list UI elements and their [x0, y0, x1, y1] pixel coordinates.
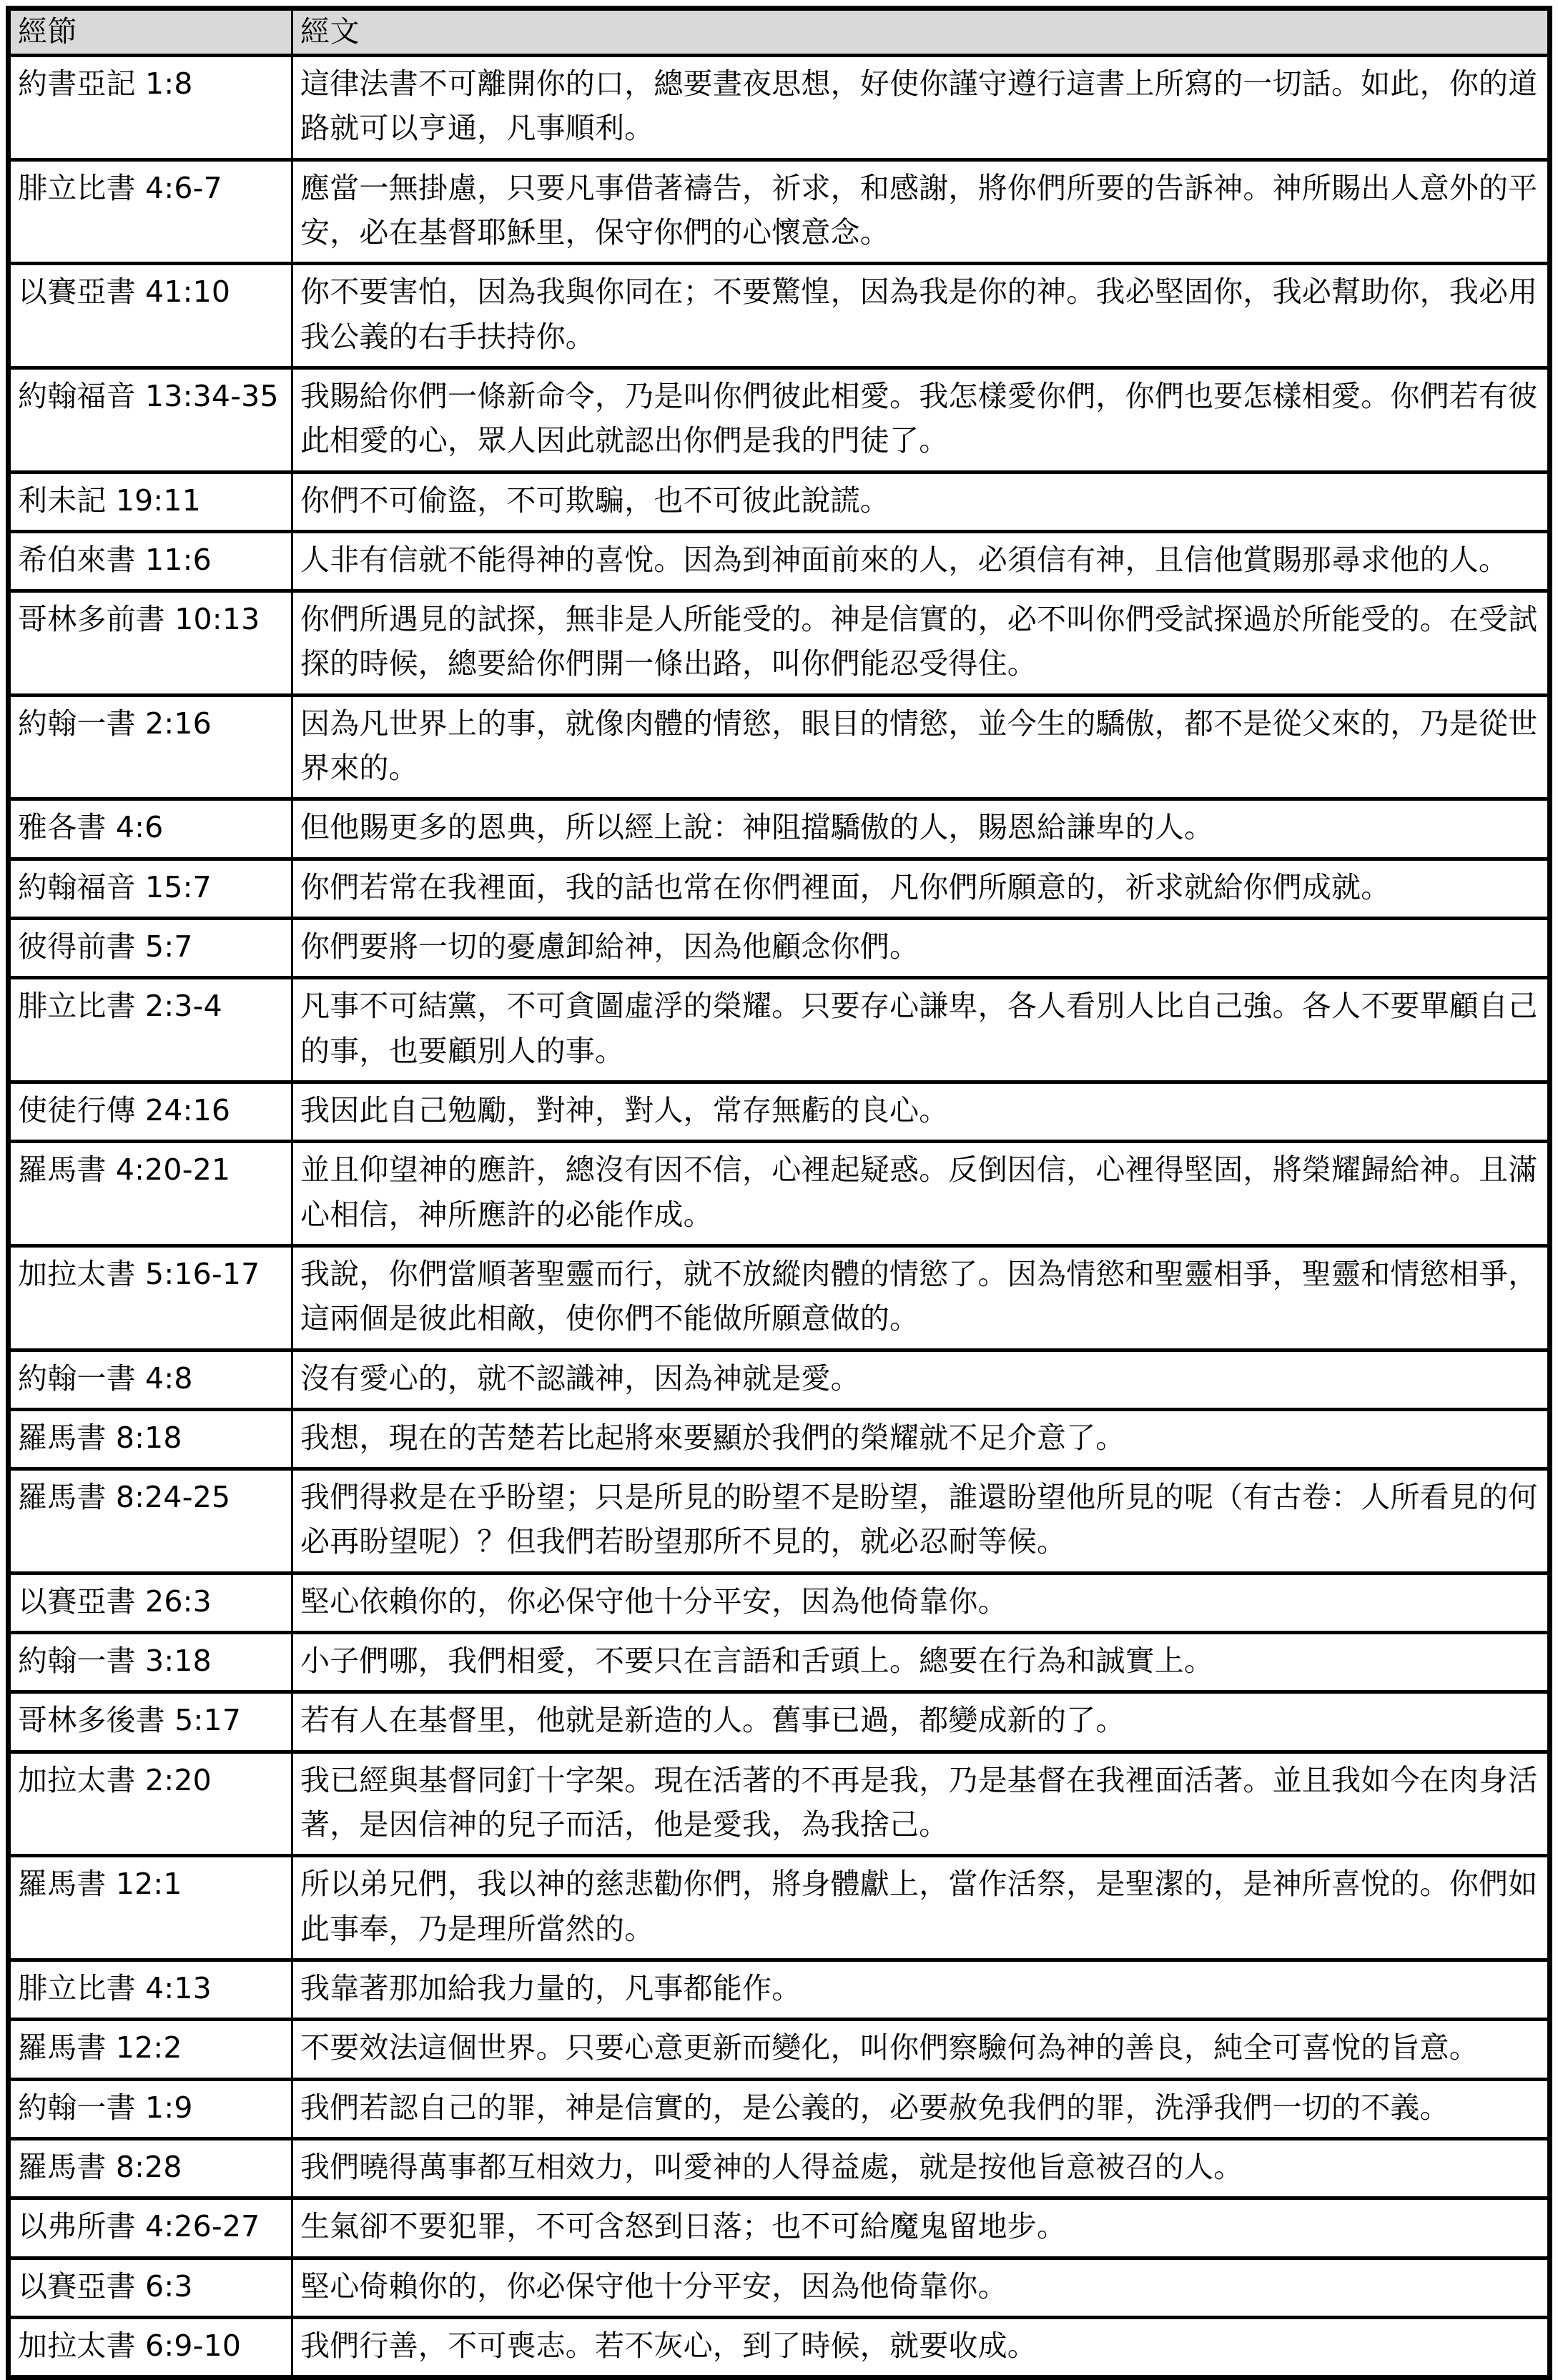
verse-reference: 使徒行傳 24:16	[18, 1092, 231, 1127]
verse-text-cell	[292, 56, 1550, 160]
verse-text: 我說，你們當順著聖靈而行，就不放縱肉體的情慾了。因為情慾和聖靈相爭，聖靈和情慾相爭，這兩個是彼此相敵，使你們不能做所願意做的。	[300, 1256, 1538, 1336]
table-header	[9, 9, 1550, 56]
verse-text-cell	[292, 1350, 1550, 1409]
verse-reference-cell	[9, 367, 292, 472]
table-row	[9, 159, 1550, 264]
table-row	[9, 472, 1550, 531]
verse-reference-cell	[9, 1082, 292, 1141]
verse-reference-cell	[9, 978, 292, 1082]
verse-text-cell	[292, 695, 1550, 799]
verse-reference-cell	[9, 859, 292, 918]
verse-text: 你們若常在我裡面，我的話也常在你們裡面，凡你們所願意的，祈求就給你們成就。	[300, 869, 1391, 904]
table-row	[9, 1692, 1550, 1752]
verse-reference-cell	[9, 1245, 292, 1350]
verse-reference: 羅馬書 4:20-21	[18, 1152, 231, 1187]
verse-reference: 羅馬書 8:18	[18, 1420, 182, 1455]
verse-reference-cell	[9, 2138, 292, 2198]
verse-reference: 加拉太書 6:9-10	[18, 2328, 242, 2363]
verse-reference-cell	[9, 591, 292, 696]
verse-text-cell	[292, 1752, 1550, 1856]
verse-reference-cell	[9, 1469, 292, 1574]
verse-text-cell	[292, 2317, 1550, 2377]
verse-reference: 約翰一書 2:16	[18, 706, 212, 741]
verse-text-cell	[292, 1633, 1550, 1692]
table-row	[9, 1752, 1550, 1856]
verse-reference-cell	[9, 472, 292, 531]
table-row	[9, 1573, 1550, 1632]
verse-text-cell	[292, 978, 1550, 1082]
verse-text: 我靠著那加給我力量的，凡事都能作。	[300, 1970, 802, 2005]
table-row	[9, 1245, 1550, 1350]
verse-reference-cell	[9, 2317, 292, 2377]
verse-text-cell	[292, 1960, 1550, 2019]
table-row	[9, 591, 1550, 696]
verse-text-cell	[292, 1856, 1550, 1960]
table-row	[9, 1960, 1550, 2019]
table-row	[9, 2317, 1550, 2377]
verse-text: 我已經與基督同釘十字架。現在活著的不再是我，乃是基督在我裡面活著。並且我如今在肉身活著，是因信神的兒子而活，他是愛我，為我捨己。	[300, 1762, 1538, 1842]
header-row	[9, 9, 1550, 56]
verse-text: 你不要害怕，因為我與你同在；不要驚惶，因為我是你的神。我必堅固你，我必幫助你，我必用我公義的右手扶持你。	[300, 275, 1538, 354]
verse-reference: 加拉太書 2:20	[18, 1762, 212, 1797]
verse-text-cell	[292, 1469, 1550, 1574]
verse-text-cell	[292, 531, 1550, 591]
verse-text: 我因此自己勉勵，對神，對人，常存無虧的良心。	[300, 1092, 949, 1127]
verse-text: 我們若認自己的罪，神是信實的，是公義的，必要赦免我們的罪，洗淨我們一切的不義。	[300, 2090, 1449, 2125]
verse-text-cell	[292, 799, 1550, 859]
table-row	[9, 978, 1550, 1082]
verse-text: 你們所遇見的試探，無非是人所能受的。神是信實的，必不叫你們受試探過於所能受的。在受試探的時候，總要給你們開一條出路，叫你們能忍受得住。	[300, 602, 1538, 681]
verse-reference-cell	[9, 1409, 292, 1468]
verse-reference: 羅馬書 8:28	[18, 2149, 182, 2184]
table-row	[9, 2020, 1550, 2079]
verse-text-cell	[292, 859, 1550, 918]
verse-text: 你們不可偷盜，不可欺騙，也不可彼此說謊。	[300, 483, 889, 518]
verse-reference: 加拉太書 5:16-17	[18, 1256, 260, 1291]
table-row	[9, 919, 1550, 978]
verse-text-cell	[292, 2258, 1550, 2317]
table-row	[9, 56, 1550, 160]
verse-text-cell	[292, 2020, 1550, 2079]
verse-text: 我們曉得萬事都互相效力，叫愛神的人得益處，就是按他旨意被召的人。	[300, 2149, 1243, 2184]
verse-text-cell	[292, 367, 1550, 472]
verse-reference: 約書亞記 1:8	[18, 66, 193, 102]
verse-text-cell	[292, 1245, 1550, 1350]
verse-reference-cell	[9, 1752, 292, 1856]
table-row	[9, 1082, 1550, 1141]
verse-reference-cell	[9, 1960, 292, 2019]
table-body	[9, 56, 1550, 2378]
verse-text-cell	[292, 159, 1550, 264]
verse-reference: 腓立比書 4:6-7	[18, 170, 222, 205]
table-row	[9, 1409, 1550, 1468]
table-row	[9, 2258, 1550, 2317]
verse-reference: 約翰一書 4:8	[18, 1361, 193, 1396]
verse-text-cell	[292, 2198, 1550, 2258]
verse-text: 並且仰望神的應許，總沒有因不信，心裡起疑惑。反倒因信，心裡得堅固，將榮耀歸給神。且滿心相信，神所應許的必能作成。	[300, 1152, 1538, 1232]
table-row	[9, 859, 1550, 918]
verse-text: 我們得救是在乎盼望；只是所見的盼望不是盼望，誰還盼望他所見的呢（有古卷：人所看見的何必再盼望呢）？但我們若盼望那所不見的，就必忍耐等候。	[300, 1480, 1538, 1559]
verse-reference: 腓立比書 4:13	[18, 1970, 212, 2005]
verse-reference-cell	[9, 1692, 292, 1752]
verse-text: 我賜給你們一條新命令，乃是叫你們彼此相愛。我怎樣愛你們，你們也要怎樣相愛。你們若有彼此相愛的心，眾人因此就認出你們是我的門徒了。	[300, 378, 1538, 458]
table-row	[9, 1856, 1550, 1960]
verse-reference-cell	[9, 531, 292, 591]
verse-reference-cell	[9, 56, 292, 160]
table-row	[9, 264, 1550, 368]
table-row	[9, 1142, 1550, 1246]
verse-reference: 約翰一書 1:9	[18, 2090, 193, 2125]
verse-text: 所以弟兄們，我以神的慈悲勸你們，將身體獻上，當作活祭，是聖潔的，是神所喜悅的。你們如此事奉，乃是理所當然的。	[300, 1867, 1538, 1946]
verse-reference-cell	[9, 1573, 292, 1632]
verse-text: 我們行善，不可喪志。若不灰心，到了時候，就要收成。	[300, 2328, 1037, 2363]
verse-reference: 希伯來書 11:6	[18, 542, 212, 577]
verse-reference: 以弗所書 4:26-27	[18, 2209, 260, 2244]
verse-reference: 約翰福音 13:34-35	[18, 378, 279, 413]
verse-text-cell	[292, 2079, 1550, 2138]
table-row	[9, 2138, 1550, 2198]
verse-text: 這律法書不可離開你的口，總要晝夜思想，好使你謹守遵行這書上所寫的一切話。如此，你的道路就可以亨通，凡事順利。	[300, 66, 1538, 146]
verse-text-cell	[292, 264, 1550, 368]
verse-reference-cell	[9, 799, 292, 859]
verse-text-cell	[292, 591, 1550, 696]
verse-reference: 羅馬書 12:1	[18, 1867, 182, 1902]
verse-text: 但他賜更多的恩典，所以經上說：神阻擋驕傲的人，賜恩給謙卑的人。	[300, 810, 1214, 845]
verse-reference: 雅各書 4:6	[18, 810, 164, 845]
verse-text: 堅心倚賴你的，你必保守他十分平安，因為他倚靠你。	[300, 2268, 1007, 2304]
verse-reference-cell	[9, 1350, 292, 1409]
bible-verse-table	[6, 6, 1552, 2380]
table-row	[9, 2079, 1550, 2138]
verse-reference: 利未記 19:11	[18, 483, 201, 518]
verse-text-cell	[292, 1142, 1550, 1246]
verse-reference: 腓立比書 2:3-4	[18, 989, 222, 1024]
verse-text: 堅心依賴你的，你必保守他十分平安，因為他倚靠你。	[300, 1584, 1007, 1619]
verse-text-cell	[292, 2138, 1550, 2198]
verse-text-cell	[292, 472, 1550, 531]
verse-text-cell	[292, 1573, 1550, 1632]
verse-reference-cell	[9, 1633, 292, 1692]
verse-reference: 羅馬書 8:24-25	[18, 1480, 231, 1515]
table-row	[9, 1633, 1550, 1692]
verse-reference: 以賽亞書 41:10	[18, 275, 231, 310]
verse-text: 小子們哪，我們相愛，不要只在言語和舌頭上。總要在行為和誠實上。	[300, 1644, 1214, 1679]
verse-reference-cell	[9, 695, 292, 799]
verse-text-cell	[292, 1409, 1550, 1468]
verse-reference: 羅馬書 12:2	[18, 2030, 182, 2065]
column-header-reference: 經節	[9, 9, 292, 56]
table-row	[9, 531, 1550, 591]
verse-text: 若有人在基督里，他就是新造的人。舊事已過，都變成新的了。	[300, 1703, 1125, 1738]
table-row	[9, 2198, 1550, 2258]
verse-reference-cell	[9, 2079, 292, 2138]
verse-reference-cell	[9, 919, 292, 978]
verse-reference-cell	[9, 2258, 292, 2317]
verse-text: 不要效法這個世界。只要心意更新而變化，叫你們察驗何為神的善良，純全可喜悅的旨意。	[300, 2030, 1479, 2065]
verse-reference: 哥林多後書 5:17	[18, 1703, 242, 1738]
verse-reference-cell	[9, 1142, 292, 1246]
verse-reference-cell	[9, 2020, 292, 2079]
table-row	[9, 799, 1550, 859]
verse-reference: 以賽亞書 6:3	[18, 2268, 193, 2304]
verse-reference-cell	[9, 264, 292, 368]
verse-text: 生氣卻不要犯罪，不可含怒到日落；也不可給魔鬼留地步。	[300, 2209, 1067, 2244]
verse-text: 凡事不可結黨，不可貪圖虛浮的榮耀。只要存心謙卑，各人看別人比自己強。各人不要單顧自己的事，也要顧別人的事。	[300, 989, 1538, 1068]
verse-reference: 以賽亞書 26:3	[18, 1584, 212, 1619]
table-row	[9, 1469, 1550, 1574]
verse-text: 沒有愛心的，就不認識神，因為神就是愛。	[300, 1361, 860, 1396]
table-row	[9, 367, 1550, 472]
verse-reference-cell	[9, 2198, 292, 2258]
verse-text: 你們要將一切的憂慮卸給神，因為他顧念你們。	[300, 929, 919, 964]
column-header-text: 經文	[292, 9, 1550, 56]
verse-reference: 哥林多前書 10:13	[18, 602, 260, 637]
verse-text-cell	[292, 1082, 1550, 1141]
verse-text: 應當一無掛慮，只要凡事借著禱告，祈求，和感謝，將你們所要的告訴神。神所賜出人意外的平安，必在基督耶穌里，保守你們的心懷意念。	[300, 170, 1538, 250]
verse-reference: 約翰一書 3:18	[18, 1644, 212, 1679]
verse-reference-cell	[9, 1856, 292, 1960]
verse-text: 人非有信就不能得神的喜悅。因為到神面前來的人，必須信有神，且信他賞賜那尋求他的人。	[300, 542, 1509, 577]
verse-text-cell	[292, 1692, 1550, 1752]
table-row	[9, 695, 1550, 799]
verse-text: 因為凡世界上的事，就像肉體的情慾，眼目的情慾，並今生的驕傲，都不是從父來的，乃是從世界來的。	[300, 706, 1538, 786]
verse-reference: 彼得前書 5:7	[18, 929, 193, 964]
verse-text: 我想，現在的苦楚若比起將來要顯於我們的榮耀就不足介意了。	[300, 1420, 1125, 1455]
verse-reference-cell	[9, 159, 292, 264]
table-row	[9, 1350, 1550, 1409]
verse-text-cell	[292, 919, 1550, 978]
verse-reference: 約翰福音 15:7	[18, 869, 212, 904]
